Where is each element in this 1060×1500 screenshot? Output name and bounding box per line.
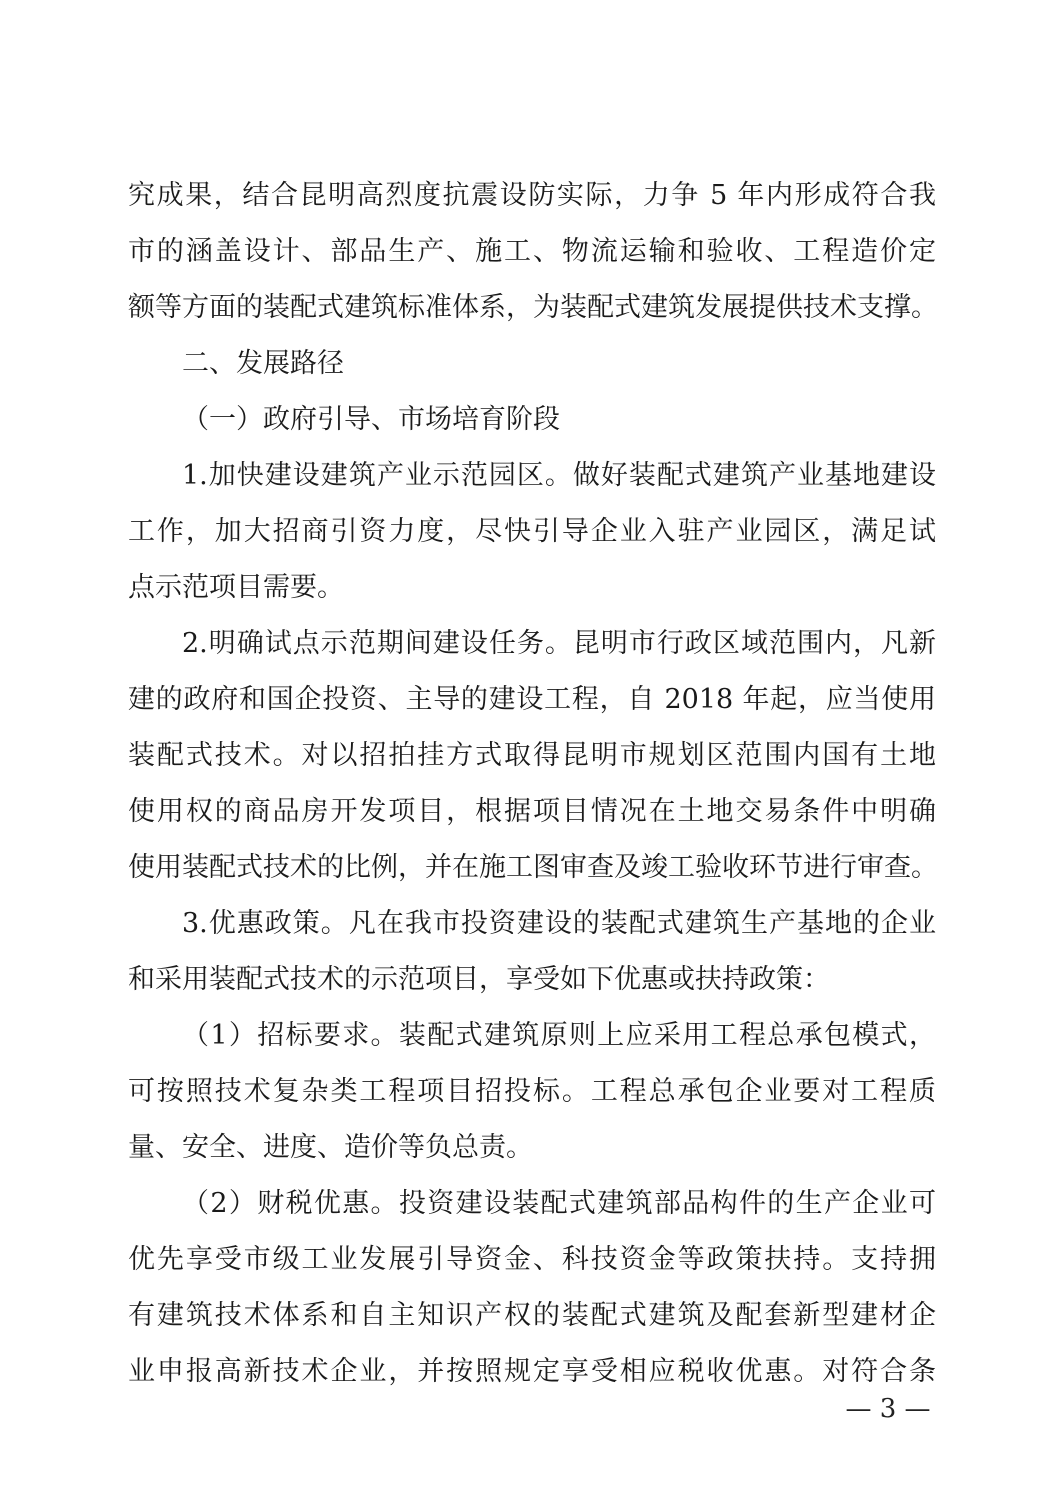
page-number: — 3 — <box>845 1394 931 1424</box>
paragraph-line: 业申报高新技术企业，并按照规定享受相应税收优惠。对符合条 <box>128 1356 936 1387</box>
paragraph-line: （2）财税优惠。投资建设装配式建筑部品构件的生产企业可 <box>182 1188 936 1219</box>
paragraph-line: 2.明确试点示范期间建设任务。昆明市行政区域范围内，凡新 <box>182 628 936 659</box>
paragraph-line: （1）招标要求。装配式建筑原则上应采用工程总承包模式， <box>182 1020 936 1051</box>
paragraph-line: 市的涵盖设计、部品生产、施工、物流运输和验收、工程造价定 <box>128 236 936 267</box>
paragraph-line: 建的政府和国企投资、主导的建设工程，自 2018 年起，应当使用 <box>128 684 936 715</box>
paragraph-line: 究成果，结合昆明高烈度抗震设防实际，力争 5 年内形成符合我 <box>128 180 936 211</box>
paragraph-line: 可按照技术复杂类工程项目招投标。工程总承包企业要对工程质 <box>128 1076 936 1107</box>
paragraph-line: 有建筑技术体系和自主知识产权的装配式建筑及配套新型建材企 <box>128 1300 936 1331</box>
document-body <box>128 168 936 1400</box>
paragraph-line: 点示范项目需要。 <box>128 572 344 603</box>
paragraph-line: 使用装配式技术的比例，并在施工图审查及竣工验收环节进行审查。 <box>128 852 938 883</box>
paragraph-line: 优先享受市级工业发展引导资金、科技资金等政策扶持。支持拥 <box>128 1244 936 1275</box>
section-heading: 二、发展路径 <box>182 348 344 379</box>
paragraph-line: 量、安全、进度、造价等负总责。 <box>128 1132 533 1163</box>
paragraph-line: 和采用装配式技术的示范项目，享受如下优惠或扶持政策： <box>128 964 830 995</box>
paragraph-line: 3.优惠政策。凡在我市投资建设的装配式建筑生产基地的企业 <box>182 908 936 939</box>
paragraph-line: 工作，加大招商引资力度，尽快引导企业入驻产业园区，满足试 <box>128 516 936 547</box>
paragraph-line: 装配式技术。对以招拍挂方式取得昆明市规划区范围内国有土地 <box>128 740 936 771</box>
paragraph-line: 使用权的商品房开发项目，根据项目情况在土地交易条件中明确 <box>128 796 936 827</box>
paragraph-line: 1.加快建设建筑产业示范园区。做好装配式建筑产业基地建设 <box>182 460 936 491</box>
paragraph-line: 额等方面的装配式建筑标准体系，为装配式建筑发展提供技术支撑。 <box>128 292 938 323</box>
subsection-heading: （一）政府引导、市场培育阶段 <box>182 404 560 435</box>
